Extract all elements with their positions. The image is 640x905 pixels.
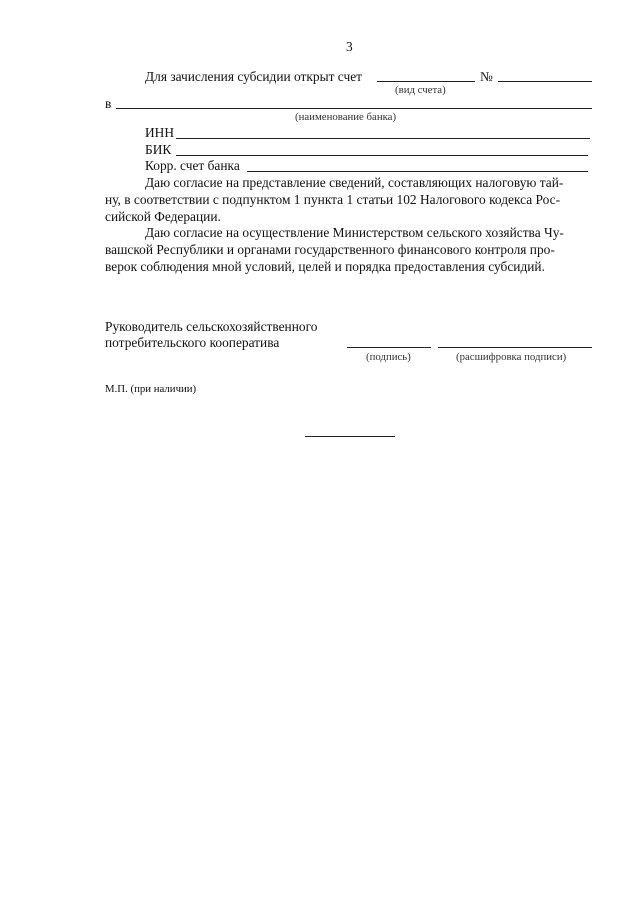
consent-tax-line-1: Даю согласие на представление сведений, составляющих налоговую тай- [145, 175, 564, 190]
consent-audit-line-3: верок соблюдения мной условий, целей и порядка предоставления субсидий. [105, 259, 545, 274]
bank-prefix: в [105, 96, 112, 111]
signer-title-line-1: Руководитель сельскохозяйственного [105, 319, 318, 334]
signature-decode-caption: (расшифровка подписи) [456, 351, 567, 363]
page-number: 3 [346, 39, 353, 54]
account-number-field[interactable] [498, 81, 592, 82]
consent-audit-line-2: вашской Республики и органами государственного финансового контроля про- [105, 242, 555, 257]
signer-title-line-2: потребительского кооператива [105, 335, 280, 350]
consent-tax-line-3: сийской Федерации. [105, 209, 221, 224]
account-text: Для зачисления субсидии открыт счет [145, 69, 363, 84]
consent-audit-line-1: Даю согласие на осуществление Министерством сельского хозяйства Чу- [145, 225, 564, 240]
signature-caption: (подпись) [366, 351, 411, 363]
bank-name-field[interactable] [116, 108, 592, 109]
account-type-field[interactable] [377, 81, 475, 82]
number-sign: № [480, 69, 493, 84]
seal-note: М.П. (при наличии) [105, 383, 197, 395]
inn-label: ИНН [145, 125, 175, 140]
inn-field[interactable] [176, 138, 590, 139]
corr-account-label: Корр. счет банка [145, 158, 240, 173]
corr-account-field[interactable] [247, 171, 588, 172]
signature-decode-field[interactable] [438, 347, 592, 348]
account-type-caption: (вид счета) [395, 84, 446, 96]
bank-name-caption: (наименование банка) [295, 111, 397, 123]
signature-field[interactable] [347, 347, 431, 348]
consent-tax-line-2: ну, в соответствии с подпунктом 1 пункта 1 статьи 102 Налогового кодекса Рос- [105, 192, 561, 207]
bik-field[interactable] [176, 155, 588, 156]
closing-separator [305, 436, 395, 437]
bik-label: БИК [145, 142, 172, 157]
